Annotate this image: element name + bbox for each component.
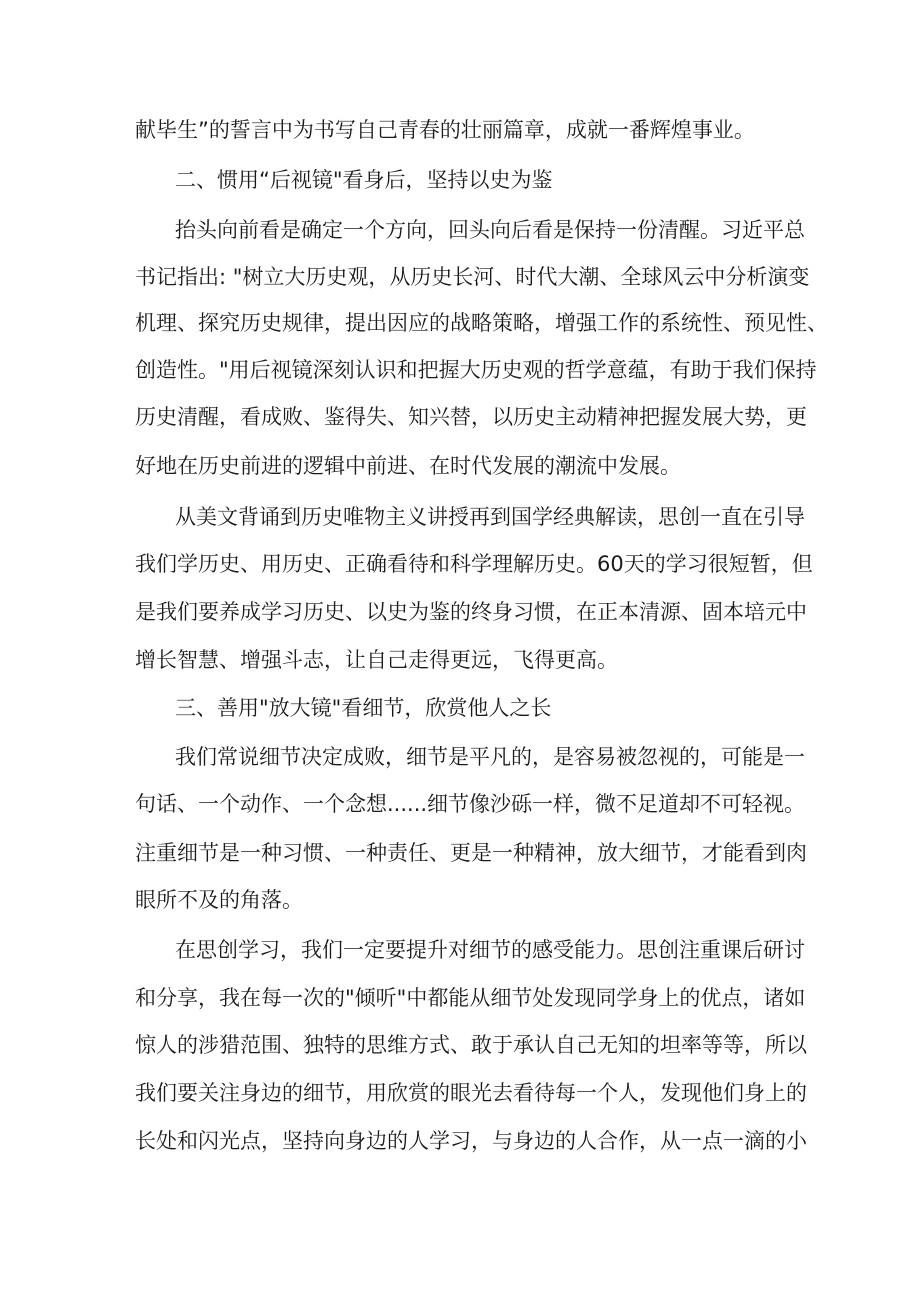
text-line: 机理、探究历史规律，提出因应的战略策略，增强工作的系统性、预见性、 bbox=[135, 311, 828, 335]
text-line: 历史清醒，看成败、鉴得失、知兴替，以历史主动精神把握发展大势，更 bbox=[135, 405, 807, 429]
text-line: 我们学历史、用历史、正确看待和科学理解历史。60天的学习很短暂，但 bbox=[135, 552, 813, 576]
text-line: 增长智慧、增强斗志，让自己走得更远，飞得更高。 bbox=[135, 648, 618, 672]
text-line: 抬头向前看是确定一个方向，回头向后看是保持一份清醒。习近平总 bbox=[175, 218, 805, 242]
text-line: 注重细节是一种习惯、一种责任、更是一种精神，放大细节，才能看到肉 bbox=[135, 841, 807, 865]
text-line: 书记指出: "树立大历史观，从历史长河、时代大潮、全球风云中分析演变 bbox=[135, 265, 810, 289]
text-line: 句话、一个动作、一个念想......细节像沙砾一样，微不足道却不可轻视。 bbox=[135, 792, 806, 816]
text-line: 和分享，我在每一次的"倾听"中都能从细节处发现同学身上的优点，诸如 bbox=[135, 986, 806, 1010]
text-line: 我们常说细节决定成败，细节是平凡的，是容易被忽视的，可能是一 bbox=[175, 745, 805, 769]
text-line: 眼所不及的角落。 bbox=[135, 888, 303, 912]
text-line: 长处和闪光点，坚持向身边的人学习，与身边的人合作，从一点一滴的小 bbox=[135, 1129, 807, 1153]
text-line: 惊人的涉猎范围、独特的思维方式、敢于承认自己无知的坦率等等，所以 bbox=[135, 1033, 807, 1057]
text-line: 创造性。"用后视镜深刻认识和把握大历史观的哲学意蕴，有助于我们保持 bbox=[135, 358, 817, 382]
text-line: 我们要关注身边的细节，用欣赏的眼光去看待每一个人，发现他们身上的 bbox=[135, 1081, 807, 1105]
text-line: 好地在历史前进的逻辑中前进、在时代发展的潮流中发展。 bbox=[135, 454, 681, 478]
text-line: 从美文背诵到历史唯物主义讲授再到国学经典解读，思创一直在引导 bbox=[175, 505, 805, 529]
text-line: 献毕生”的誓言中为书写自己青春的壮丽篇章，成就一番辉煌事业。 bbox=[135, 118, 755, 142]
text-line: 是我们要养成学习历史、以史为鉴的终身习惯，在正本清源、固本培元中 bbox=[135, 600, 807, 624]
section-heading-2: 二、惯用“后视镜"看身后，坚持以史为鉴 bbox=[175, 168, 553, 192]
section-heading-3: 三、善用"放大镜"看细节，欣赏他人之长 bbox=[175, 696, 552, 720]
text-line: 在思创学习，我们一定要提升对细节的感受能力。思创注重课后研讨 bbox=[175, 938, 805, 962]
